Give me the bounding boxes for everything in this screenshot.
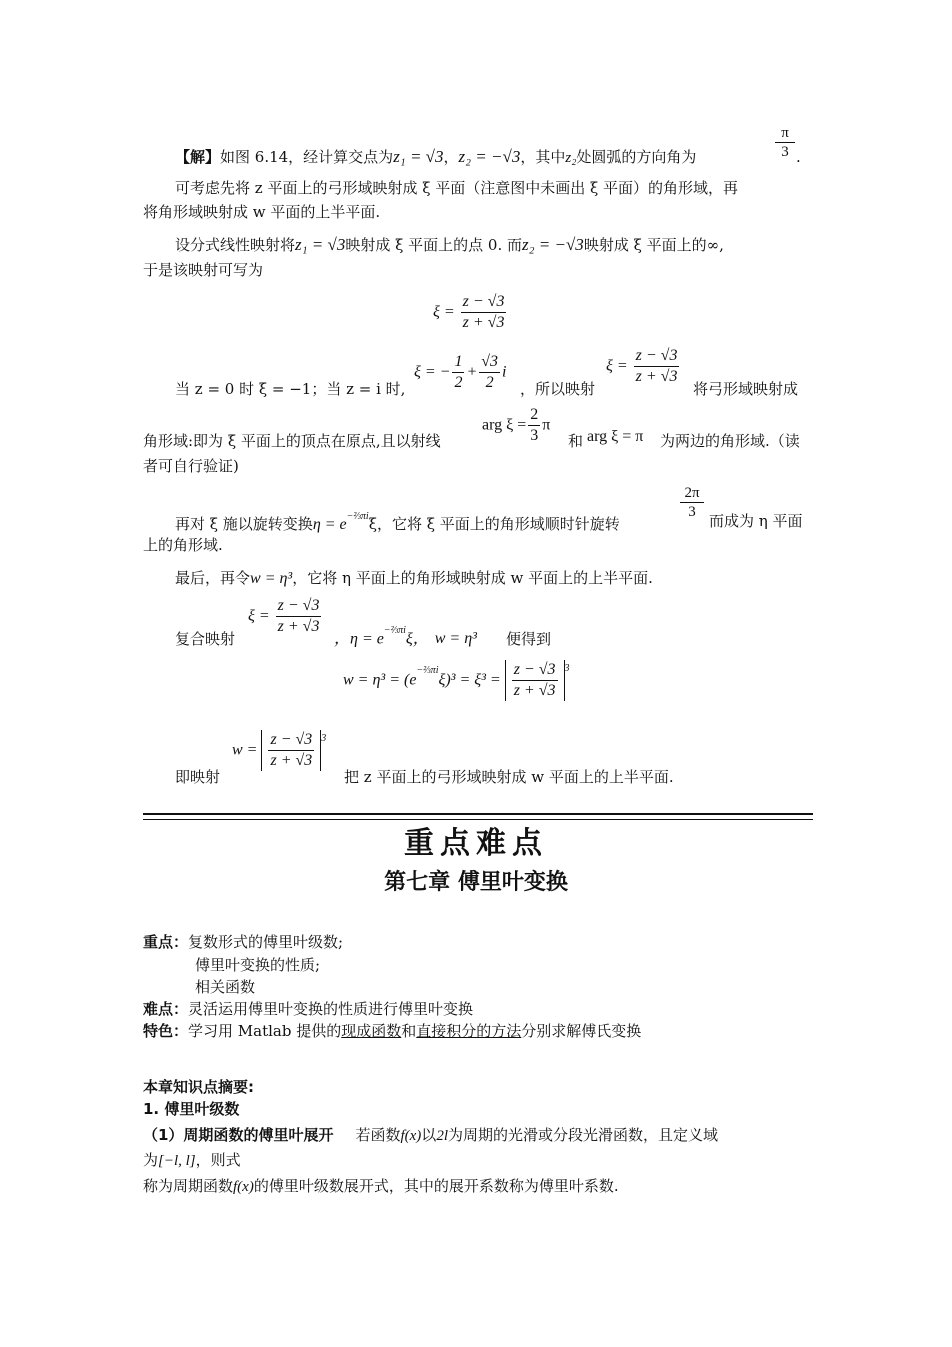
z2-value: z₂ = −√3	[458, 147, 521, 166]
solution-line-10: 上的角形域.	[143, 536, 223, 554]
section-title: 重点难点	[404, 826, 548, 861]
formula-w-final: w = $\frac{z - √3}{z + √3}$ $^3$	[232, 731, 327, 769]
summary-line-4: 称为周期函数f(x)的傅里叶级数展开式，其中的展开系数称为傅里叶系数.	[143, 1177, 619, 1195]
solution-line-6a: 当 z = 0 时 ξ = −1；当 z = i 时,	[175, 380, 406, 398]
solution-line-12: 复合映射	[175, 630, 236, 648]
solution-line-5: 于是该映射可写为	[143, 261, 264, 279]
two-pi-over-3: 2π 3	[680, 484, 704, 521]
chapter-title: 第七章 傅里叶变换	[384, 870, 568, 895]
summary-line-2: （1）周期函数的傅里叶展开 若函数f(x)以2l为周期的光滑或分段光滑函数，且定义域	[143, 1126, 718, 1144]
summary-heading: 本章知识点摘要:	[143, 1078, 254, 1096]
formula-xi: ξ = $\frac{z - √3}{z + √3}$	[433, 293, 505, 331]
solution-label: 【解】	[175, 148, 221, 166]
document-page: 【解】如图 6.14，经计算交点为z₁ = √3，z₂ = −√3，其中z₂处圆弧的方向角为 π 3 . 可考虑先将 z 平面上的弓形域映射成 ξ 平面（注意图中未画出 ξ 平面）的角形域，再 将角形域映射成 w 平面的上半平面. 设分式线性映射将z₁ = √3映射成 ξ 平面上的点 0. 而z₂ = −√3映射成 ξ 平面上的∞, 于是该映射可写为 ξ = $\frac{z - √3}{z + √3}$ 当 z = 0 时 ξ = −1；当 z = i 时, ξ = − $\frac{1}{2}$ + $\frac{√3}{2}$ i ，所以映射 ξ = $\frac{z - √3}{z + √3}$ 将弓形域映射成 角形域:即为 ξ 平面上的顶点在原点,且以射线 arg ξ = $\frac{2}{3}$ π 和 arg ξ = π 为两边的角形域.（读 者可自行验证) 再对 ξ 施以旋转变换$\eta = e^{-\frac{2}{3}\pi i}\xi$，它将 ξ 平面上的角形域顺时针旋转 2π 3 而成为 η 平面 上的角形域. 最后，再令w = η³，它将 η 平面上的角形域映射成 w 平面上的上半平面. 复合映射 ξ = $\frac{z - √3}{z + √3}$ ，$\eta = e^{-\frac{2}{3}\pi i}\xi$， w = η³ 便得到 $w = \eta^3 = (e^{-\frac{2}{3}\pi i}\xi)^3 = \xi^3$ = $\frac{z - √3}{z + √3}$ $^3$ 即映射 w = $\frac{z - √3}{z + √3}$ $^3$ 把 z 平面上的弓形域映射成 w 平面上的上半平面. 重点难点 第七章 傅里叶变换 重点：复数形式的傅里叶级数; 傅里叶变换的性质; 相关函数 难点：灵活运用傅里叶变换的性质进行傅里叶变换 特色：学习用 Matlab 提供的现成函数和直接积分的方法分别求解傅氏变换 本章知识点摘要: 1. 傅里叶级数 （1）周期函数的傅里叶展开 若函数f(x)以2l为周期的光滑或分段光滑函数，且定义域 为[−l, l]，则式 称为周期函数f(x)的傅里叶级数展开式，其中的展开系数称为傅里叶系数.	[0, 0, 952, 1347]
pi-over-3: π 3	[775, 124, 795, 161]
formula-composite: ξ = $\frac{z - √3}{z + √3}$	[248, 597, 320, 635]
key-point-line-2: 傅里叶变换的性质;	[195, 956, 321, 974]
difficulty-line: 难点：灵活运用傅里叶变换的性质进行傅里叶变换	[143, 1000, 474, 1018]
z1-value: z₁ = √3	[393, 147, 444, 166]
solution-line-1: 【解】如图 6.14，经计算交点为z₁ = √3，z₂ = −√3，其中z₂处圆弧的方向角为	[175, 147, 697, 166]
divider-thick	[143, 813, 813, 815]
feature-line: 特色：学习用 Matlab 提供的现成函数和直接积分的方法分别求解傅氏变换	[143, 1022, 642, 1040]
solution-line-2: 可考虑先将 z 平面上的弓形域映射成 ξ 平面（注意图中未画出 ξ 平面）的角形域，再	[175, 179, 739, 197]
solution-line-3: 将角形域映射成 w 平面的上半平面.	[143, 203, 381, 221]
formula-arg2: arg ξ = π	[587, 428, 644, 445]
summary-line-3: 为[−l, l]，则式	[143, 1151, 241, 1169]
solution-line-9: 再对 ξ 施以旋转变换$\eta = e^{-\frac{2}{3}\pi i}\xi$，它将 ξ 平面上的角形域顺时针旋转	[175, 511, 620, 533]
solution-line-11: 最后，再令w = η³，它将 η 平面上的角形域映射成 w 平面上的上半平面.	[175, 569, 653, 587]
formula-xi-map: ξ = $\frac{z - √3}{z + √3}$	[606, 347, 678, 385]
summary-section-1: 1. 傅里叶级数	[143, 1100, 240, 1118]
solution-line-14: 即映射	[175, 768, 221, 786]
key-point-line-1: 重点：复数形式的傅里叶级数;	[143, 933, 344, 951]
formula-arg1: arg ξ = $\frac{2}{3}$ π	[482, 406, 551, 444]
divider-thin	[143, 819, 813, 820]
solution-line-4: 设分式线性映射将z₁ = √3映射成 ξ 平面上的点 0. 而z₂ = −√3映射成 ξ 平面上的∞,	[175, 235, 724, 254]
key-point-line-3: 相关函数	[195, 978, 256, 996]
formula-w-result: $w = \eta^3 = (e^{-\frac{2}{3}\pi i}\xi)^3 = \xi^3$ = $\frac{z - √3}{z + √3}$ $^3$	[343, 661, 570, 699]
solution-line-8: 者可自行验证)	[143, 457, 239, 475]
solution-line-7a: 角形域:即为 ξ 平面上的顶点在原点,且以射线	[143, 432, 441, 450]
formula-xi-i: ξ = − $\frac{1}{2}$ + $\frac{√3}{2}$ i	[414, 353, 507, 391]
